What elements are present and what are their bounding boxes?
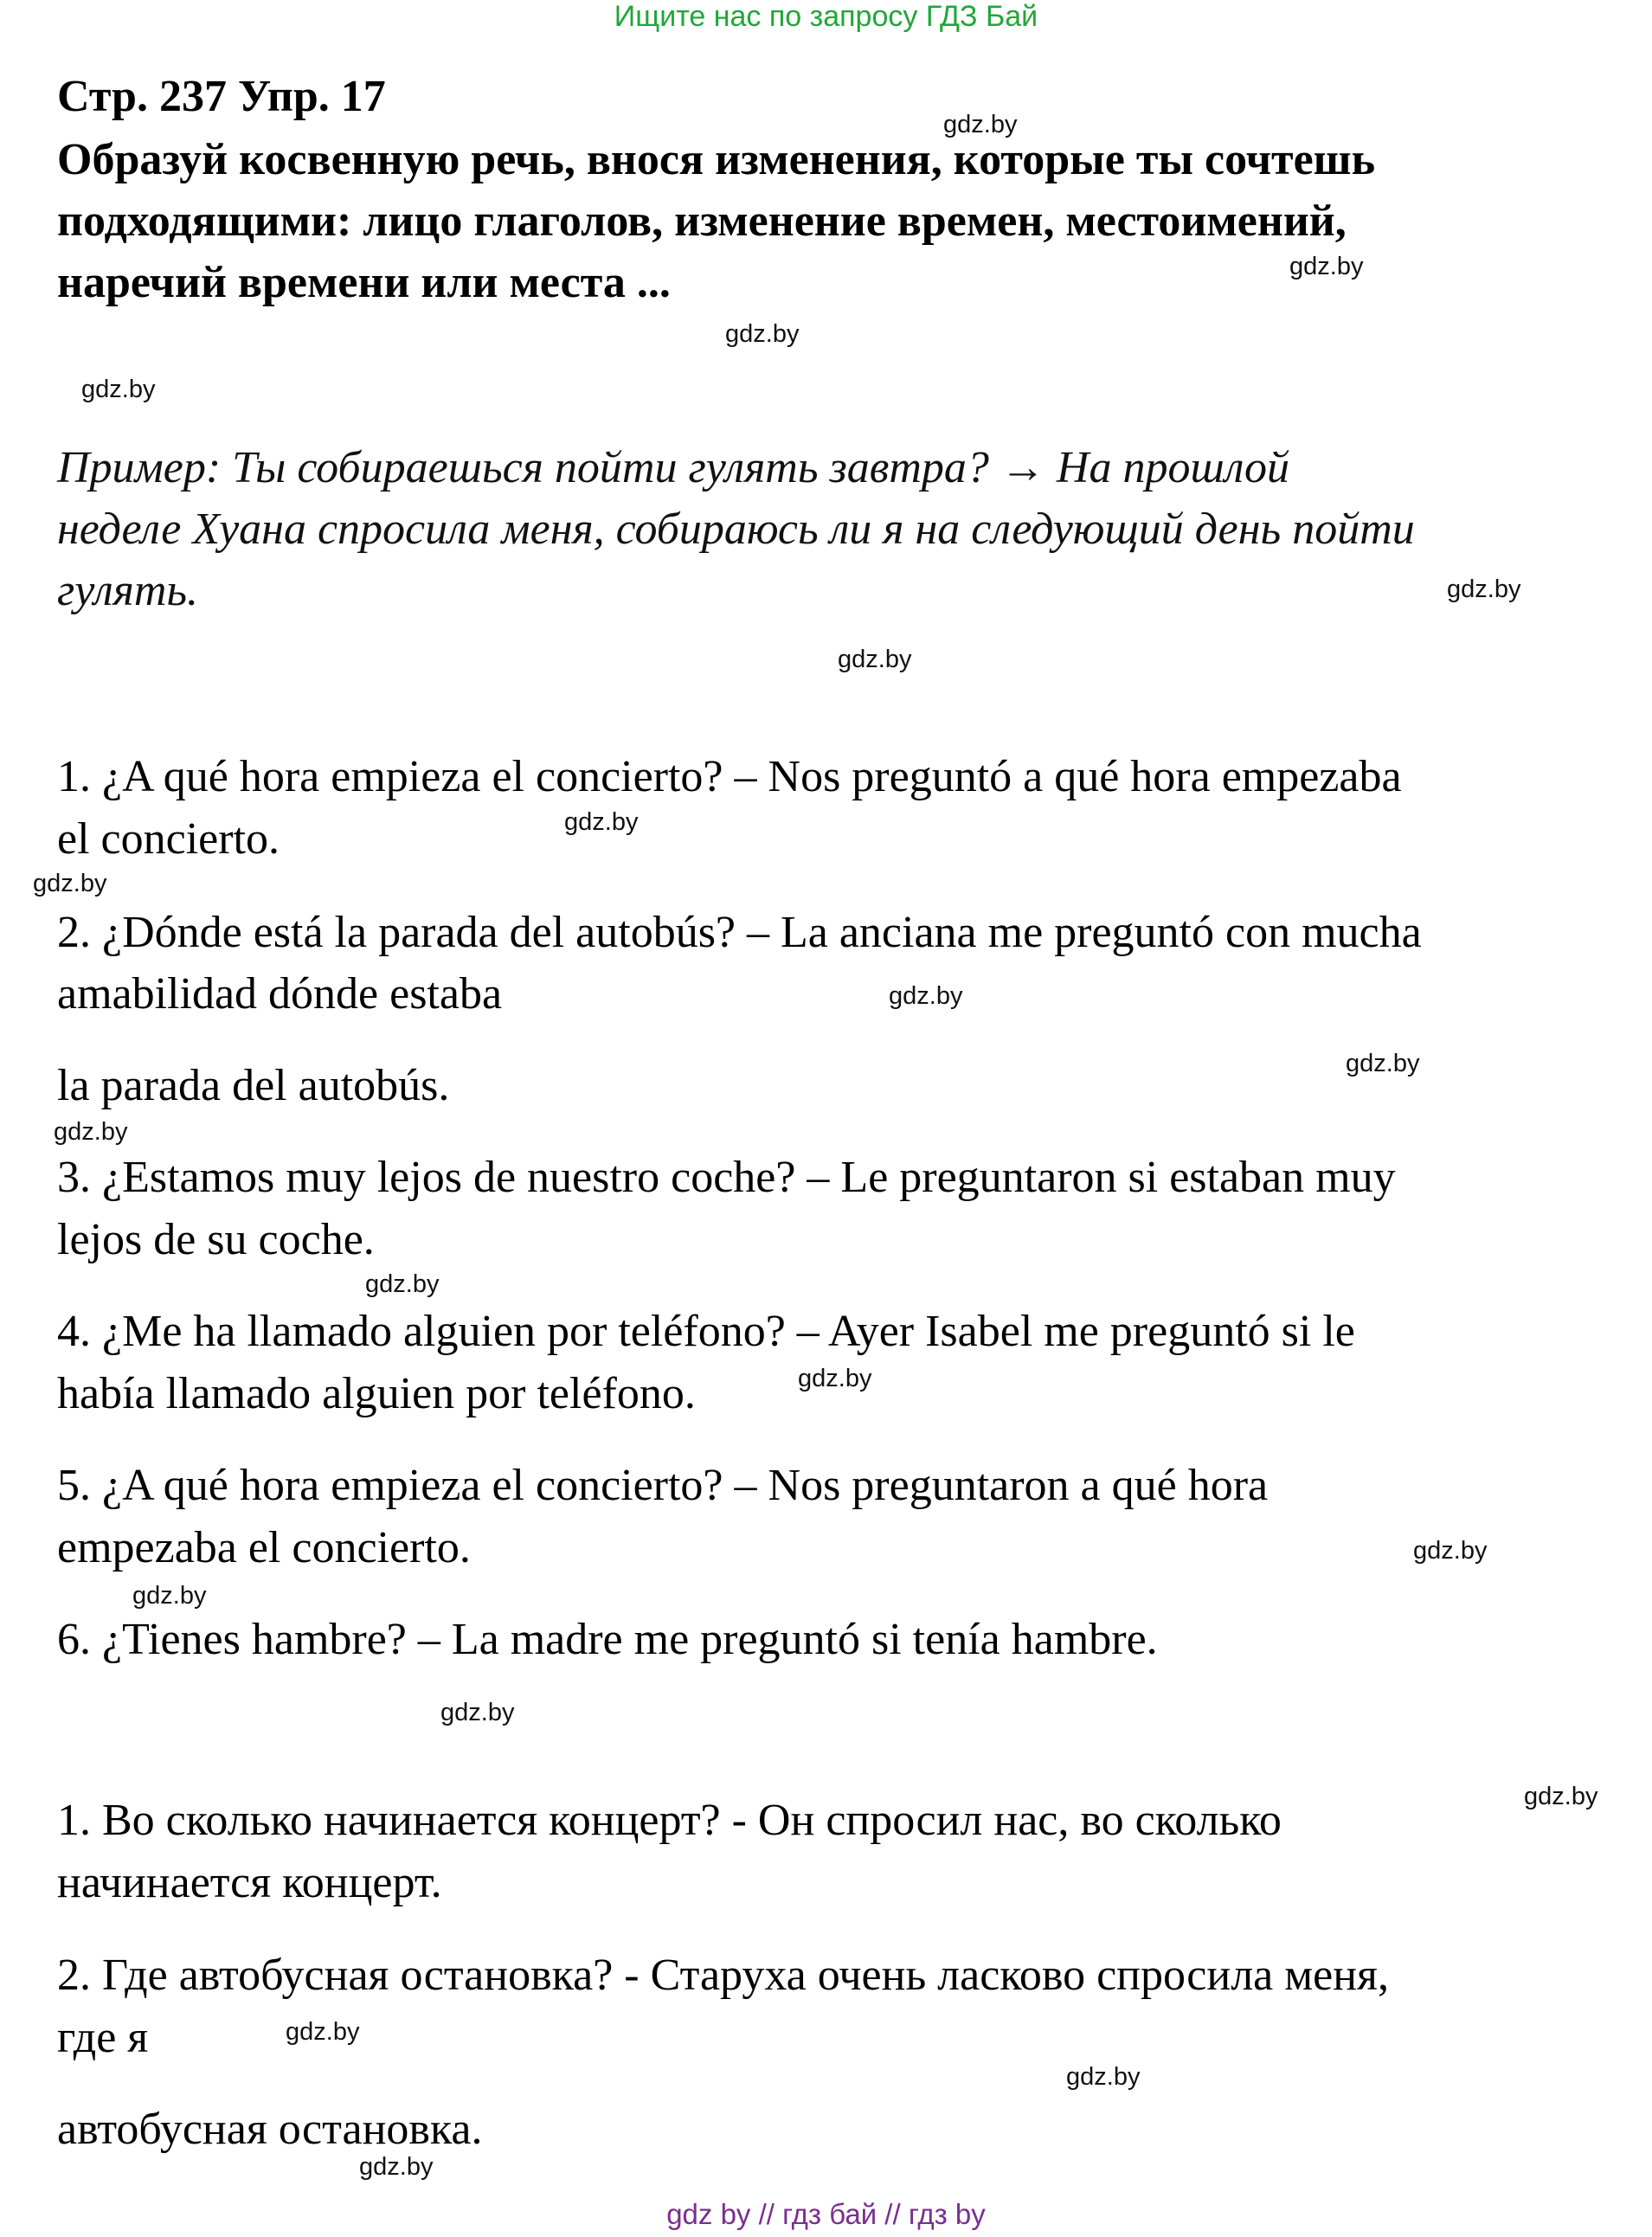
watermark: gdz.by <box>1524 1783 1598 1810</box>
watermark: gdz.by <box>286 2018 360 2046</box>
watermark: gdz.by <box>1346 1050 1420 1077</box>
watermark: gdz.by <box>359 2153 434 2181</box>
spanish-line: había llamado alguien por teléfono. <box>57 1369 696 1418</box>
watermark: gdz.by <box>81 376 156 403</box>
top-banner: Ищите нас по запросу ГДЗ Бай <box>614 0 1038 33</box>
watermark: gdz.by <box>1289 253 1364 280</box>
watermark: gdz.by <box>33 870 107 897</box>
spanish-line: 5. ¿A qué hora empieza el concierto? – Nos preguntaron a qué hora <box>57 1461 1269 1510</box>
spanish-line: amabilidad dónde estaba <box>57 969 503 1019</box>
spanish-line: 3. ¿Estamos muy lejos de nuestro coche? – Le preguntaron si estaban muy <box>57 1153 1396 1202</box>
spanish-line: 2. ¿Dónde está la parada del autobús? – La anciana me preguntó con mucha <box>57 908 1422 957</box>
watermark: gdz.by <box>838 646 912 673</box>
russian-line: автобусная остановка. <box>57 2105 483 2154</box>
spanish-line: 6. ¿Tienes hambre? – La madre me preguntó si tenía hambre. <box>57 1615 1158 1664</box>
spanish-line: la parada del autobús. <box>57 1061 450 1110</box>
spanish-line: 4. ¿Me ha llamado alguien por teléfono? – Ayer Isabel me preguntó si le <box>57 1307 1355 1356</box>
spanish-line: 1. ¿A qué hora empieza el concierto? – Nos preguntó a qué hora empezaba <box>57 752 1402 801</box>
watermark: gdz.by <box>798 1365 872 1392</box>
example-line-1: Пример: Ты собираешься пойти гулять завтра? → На прошлой <box>57 443 1290 492</box>
task-line-2: подходящими: лицо глаголов, изменение времен, местоимений, <box>57 196 1347 246</box>
watermark: gdz.by <box>889 982 963 1010</box>
watermark: gdz.by <box>365 1270 440 1298</box>
footer-links: gdz by // гдз бай // гдз by <box>666 2198 986 2230</box>
spanish-line: empezaba el concierto. <box>57 1523 471 1572</box>
watermark: gdz.by <box>943 111 1018 138</box>
watermark: gdz.by <box>440 1699 515 1726</box>
watermark: gdz.by <box>54 1118 128 1146</box>
task-line-3: наречий времени или места ... <box>57 258 671 307</box>
watermark: gdz.by <box>1066 2063 1141 2091</box>
russian-line: начинается концерт. <box>57 1858 442 1907</box>
watermark: gdz.by <box>132 1582 207 1610</box>
task-line-1: Образуй косвенную речь, внося изменения, которые ты сочтешь <box>57 135 1376 184</box>
spanish-line: lejos de su coche. <box>57 1215 375 1264</box>
watermark: gdz.by <box>1413 1537 1488 1565</box>
russian-line: 1. Во сколько начинается концерт? - Он спросил нас, во сколько <box>57 1796 1282 1845</box>
watermark: gdz.by <box>564 808 639 836</box>
example-line-2: неделе Хуана спросила меня, собираюсь ли я на следующий день пойти <box>57 505 1415 554</box>
russian-line: где я <box>57 2013 149 2062</box>
spanish-line: el concierto. <box>57 814 280 864</box>
watermark: gdz.by <box>725 320 800 348</box>
page-title: Стр. 237 Упр. 17 <box>57 72 386 121</box>
example-line-3: гулять. <box>57 566 199 615</box>
russian-line: 2. Где автобусная остановка? - Старуха очень ласково спросила меня, <box>57 1951 1389 2000</box>
watermark: gdz.by <box>1447 575 1521 603</box>
